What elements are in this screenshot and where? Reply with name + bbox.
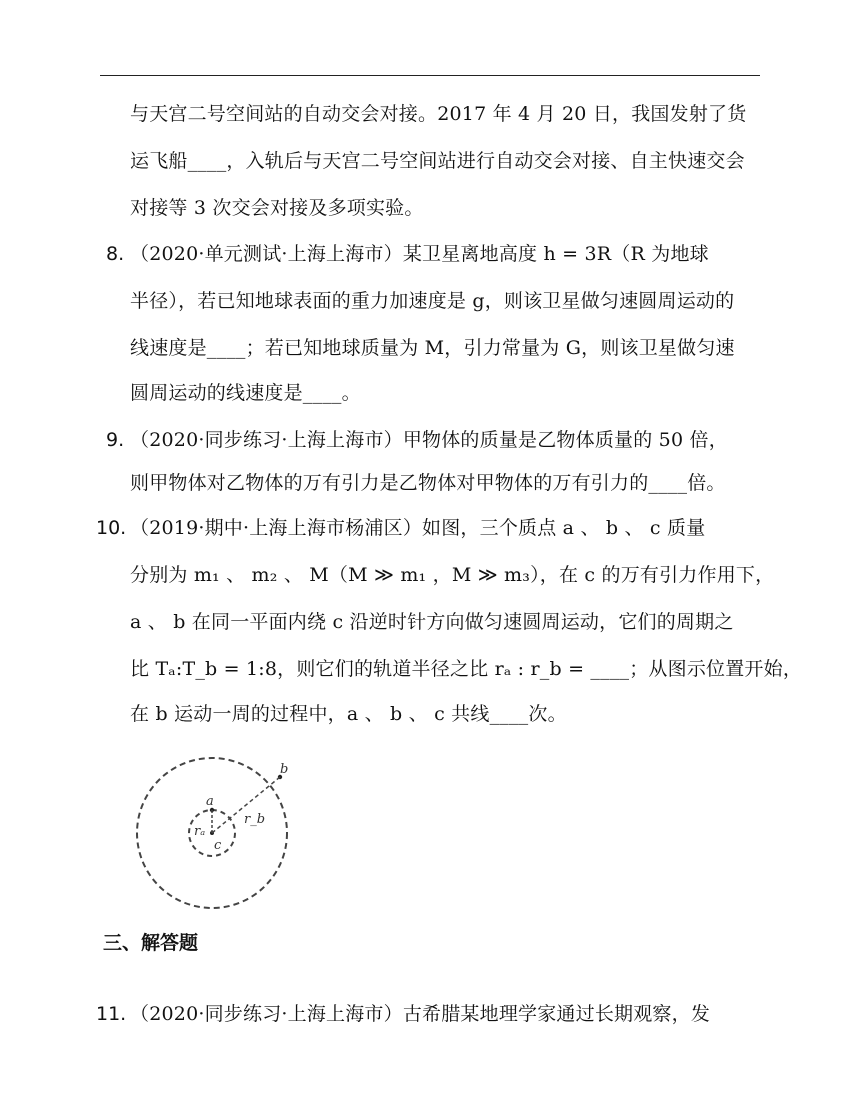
q11-number: 11. [96,1003,127,1025]
q7-line-1: 与天宫二号空间站的自动交会对接。2017 年 4 月 20 日，我国发射了货 [130,103,747,125]
label-rb: r_b [244,812,266,827]
label-a: a [206,794,214,809]
q8-number: 8. [106,243,125,265]
q9-number: 9. [106,429,125,451]
q10-line-2: 分别为 m₁ 、 m₂ 、 M（M ≫ m₁ ，M ≫ m₃），在 c 的万有引力作用下， [130,564,775,586]
q8-line-3: 线速度是____；若已知地球质量为 M，引力常量为 G，则该卫星做匀速 [130,337,735,359]
q8-line-1: （2020·单元测试·上海上海市）某卫星离地高度 h = 3R（R 为地球 [130,243,709,265]
q10-line-3: a 、 b 在同一平面内绕 c 沿逆时针方向做匀速圆周运动，它们的周期之 [130,611,734,633]
header-rule [100,75,760,76]
orbit-figure [132,755,292,915]
q9-line-1: （2020·同步练习·上海上海市）甲物体的质量是乙物体质量的 50 倍， [130,429,728,451]
q7-line-3: 对接等 3 次交会对接及多项实验。 [130,197,424,219]
section-heading: 三、解答题 [103,932,199,954]
q11-line-1: （2020·同步练习·上海上海市）古希腊某地理学家通过长期观察，发 [130,1003,711,1025]
q7-line-2: 运飞船____，入轨后与天宫二号空间站进行自动交会对接、自主快速交会 [130,150,745,172]
q9-line-2: 则甲物体对乙物体的万有引力是乙物体对甲物体的万有引力的____倍。 [130,472,726,494]
q8-line-2: 半径），若已知地球表面的重力加速度是 g，则该卫星做匀速圆周运动的 [130,290,735,312]
label-c: c [214,838,222,853]
q10-line-4: 比 Tₐ:T_b = 1:8，则它们的轨道半径之比 rₐ : r_b = ____；从图示位置开始， [130,658,803,680]
q10-line-5: 在 b 运动一周的过程中，a 、 b 、 c 共线____次。 [130,703,567,725]
q10-line-1: （2019·期中·上海上海市杨浦区）如图，三个质点 a 、 b 、 c 质量 [130,517,706,539]
q10-number: 10. [96,517,127,539]
label-ra: rₐ [194,824,206,839]
q8-line-4: 圆周运动的线速度是____。 [130,382,361,404]
label-b: b [280,762,289,777]
